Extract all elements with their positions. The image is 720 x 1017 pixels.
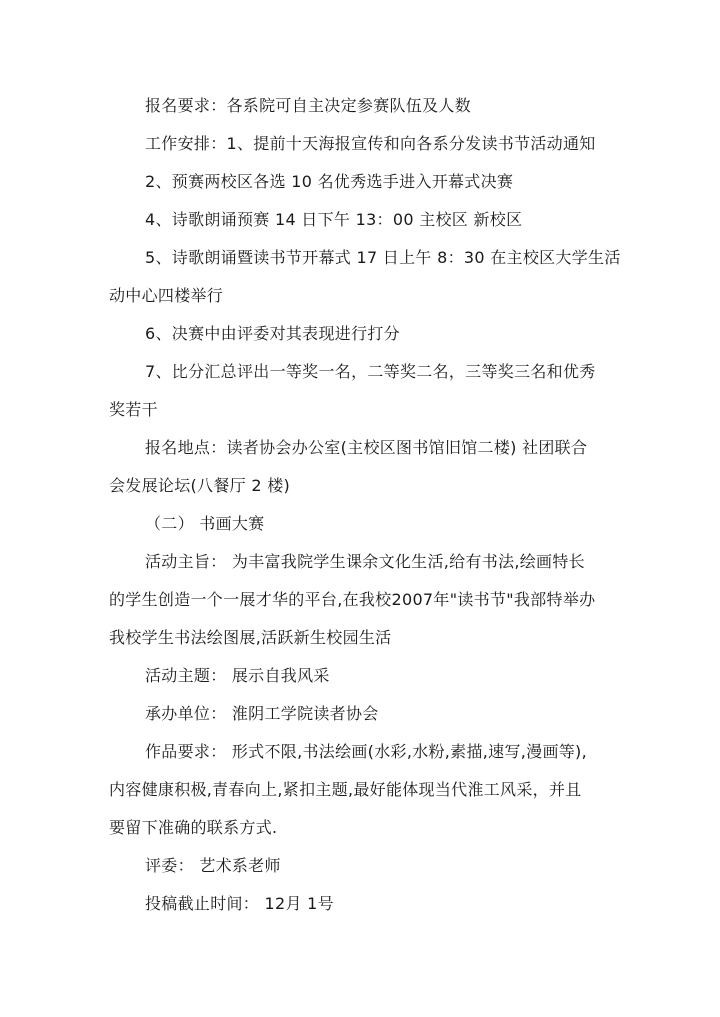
text-line-theme: 活动主题： 展示自我风采 (145, 666, 330, 685)
text-line-organizer: 承办单位： 淮阴工学院读者协会 (145, 704, 379, 723)
text-line-preliminary: 2、预赛两校区各选 10 名优秀选手进入开幕式决赛 (145, 172, 514, 191)
text-line-purpose: 活动主旨： 为丰富我院学生课余文化生活,给有书法,绘画特长 (145, 552, 585, 571)
text-line-signup-requirements: 报名要求：各系院可自主决定参赛队伍及人数 (145, 96, 472, 115)
text-line-work-plan: 工作安排：1、提前十天海报宣传和向各系分发读书节活动通知 (145, 134, 596, 153)
text-line-opening-ceremony: 5、诗歌朗诵暨读书节开幕式 17 日上午 8：30 在主校区大学生活 (145, 248, 621, 267)
text-line-awards: 7、比分汇总评出一等奖一名，二等奖二名，三等奖三名和优秀 (145, 362, 596, 381)
text-line-opening-ceremony-cont: 动中心四楼举行 (109, 286, 224, 305)
text-line-work-requirements-cont-2: 要留下准确的联系方式. (109, 818, 278, 837)
text-line-signup-location-cont: 会发展论坛(八餐厅 2 楼) (109, 476, 291, 495)
text-line-signup-location: 报名地点：读者协会办公室(主校区图书馆旧馆二楼) 社团联合 (145, 438, 588, 457)
section-heading-calligraphy-painting: （二） 书画大赛 (145, 514, 265, 533)
text-line-poetry-preliminary: 4、诗歌朗诵预赛 14 日下午 13：00 主校区 新校区 (145, 210, 523, 229)
text-line-deadline: 投稿截止时间： 12月 1号 (145, 894, 334, 913)
text-line-purpose-cont-2: 我校学生书法绘图展,活跃新生校园生活 (109, 628, 392, 647)
text-line-judges: 评委： 艺术系老师 (145, 856, 281, 875)
text-line-awards-cont: 奖若干 (109, 400, 158, 419)
text-line-work-requirements-cont-1: 内容健康积极,青春向上,紧扣主题,最好能体现当代淮工风采，并且 (109, 780, 582, 799)
text-line-purpose-cont-1: 的学生创造一个一展才华的平台,在我校2007年"读书节"我部特举办 (109, 590, 596, 609)
text-line-work-requirements: 作品要求： 形式不限,书法绘画(水彩,水粉,素描,速写,漫画等), (145, 742, 587, 761)
text-line-final-scoring: 6、决赛中由评委对其表现进行打分 (145, 324, 400, 343)
